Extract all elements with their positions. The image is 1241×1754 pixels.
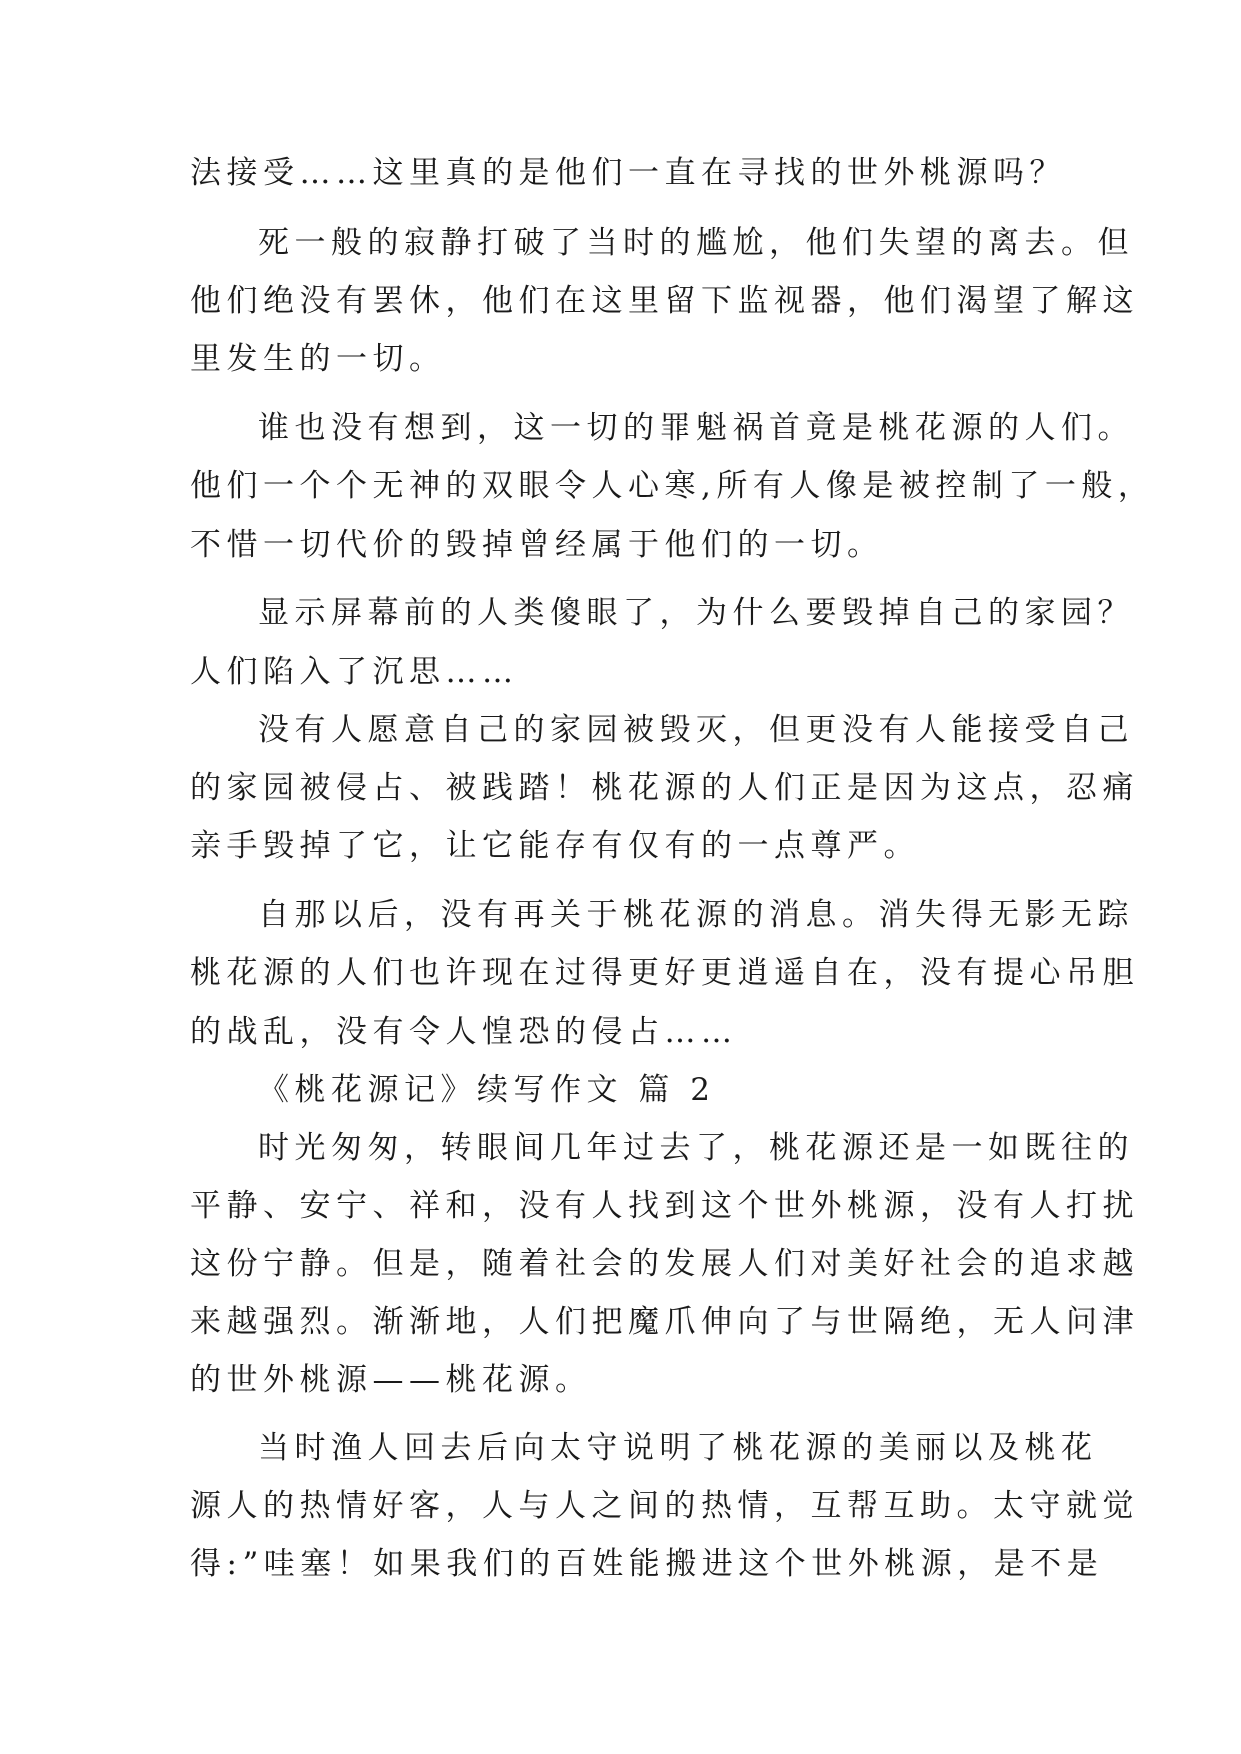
text-line: 谁也没有想到，这一切的罪魁祸首竟是桃花源的人们。 bbox=[258, 410, 1134, 446]
text-line: 时光匆匆，转眼间几年过去了，桃花源还是一如既往的 bbox=[258, 1130, 1134, 1166]
text-line: 没有人愿意自己的家园被毁灭，但更没有人能接受自己 bbox=[258, 712, 1134, 748]
text-line: 的战乱，没有令人惶恐的侵占…… bbox=[190, 1014, 738, 1050]
text-line: 亲手毁掉了它，让它能存有仅有的一点尊严。 bbox=[190, 828, 920, 864]
text-line: 这份宁静。但是，随着社会的发展人们对美好社会的追求越 bbox=[190, 1246, 1139, 1282]
text-line: 源人的热情好客，人与人之间的热情，互帮互助。太守就觉 bbox=[190, 1488, 1139, 1524]
text-line: 死一般的寂静打破了当时的尴尬，他们失望的离去。但 bbox=[258, 225, 1134, 261]
text-line: 法接受……这里真的是他们一直在寻找的世外桃源吗？ bbox=[190, 155, 1066, 191]
text-line: 自那以后，没有再关于桃花源的消息。消失得无影无踪 bbox=[258, 897, 1134, 933]
text-line: 里发生的一切。 bbox=[190, 341, 446, 377]
text-line: 的家园被侵占、被践踏！桃花源的人们正是因为这点，忍痛 bbox=[190, 770, 1139, 806]
text-line: 当时渔人回去后向太守说明了桃花源的美丽以及桃花 bbox=[258, 1430, 1098, 1466]
text-line: 得:”哇塞！如果我们的百姓能搬进这个世外桃源，是不是 bbox=[190, 1546, 1104, 1582]
section-heading: 《桃花源记》续写作文 篇 2 bbox=[258, 1072, 716, 1108]
text-line: 不惜一切代价的毁掉曾经属于他们的一切。 bbox=[190, 527, 884, 563]
text-line: 桃花源的人们也许现在过得更好更逍遥自在，没有提心吊胆 bbox=[190, 955, 1139, 991]
text-line: 他们一个个无神的双眼令人心寒,所有人像是被控制了一般， bbox=[190, 468, 1155, 504]
text-line: 平静、安宁、祥和，没有人找到这个世外桃源，没有人打扰 bbox=[190, 1188, 1139, 1224]
text-line: 人们陷入了沉思…… bbox=[190, 654, 519, 690]
text-line: 显示屏幕前的人类傻眼了，为什么要毁掉自己的家园？ bbox=[258, 595, 1134, 631]
text-line: 来越强烈。渐渐地，人们把魔爪伸向了与世隔绝，无人问津 bbox=[190, 1304, 1139, 1340]
text-line: 的世外桃源——桃花源。 bbox=[190, 1362, 592, 1398]
text-line: 他们绝没有罢休，他们在这里留下监视器，他们渴望了解这 bbox=[190, 283, 1139, 319]
